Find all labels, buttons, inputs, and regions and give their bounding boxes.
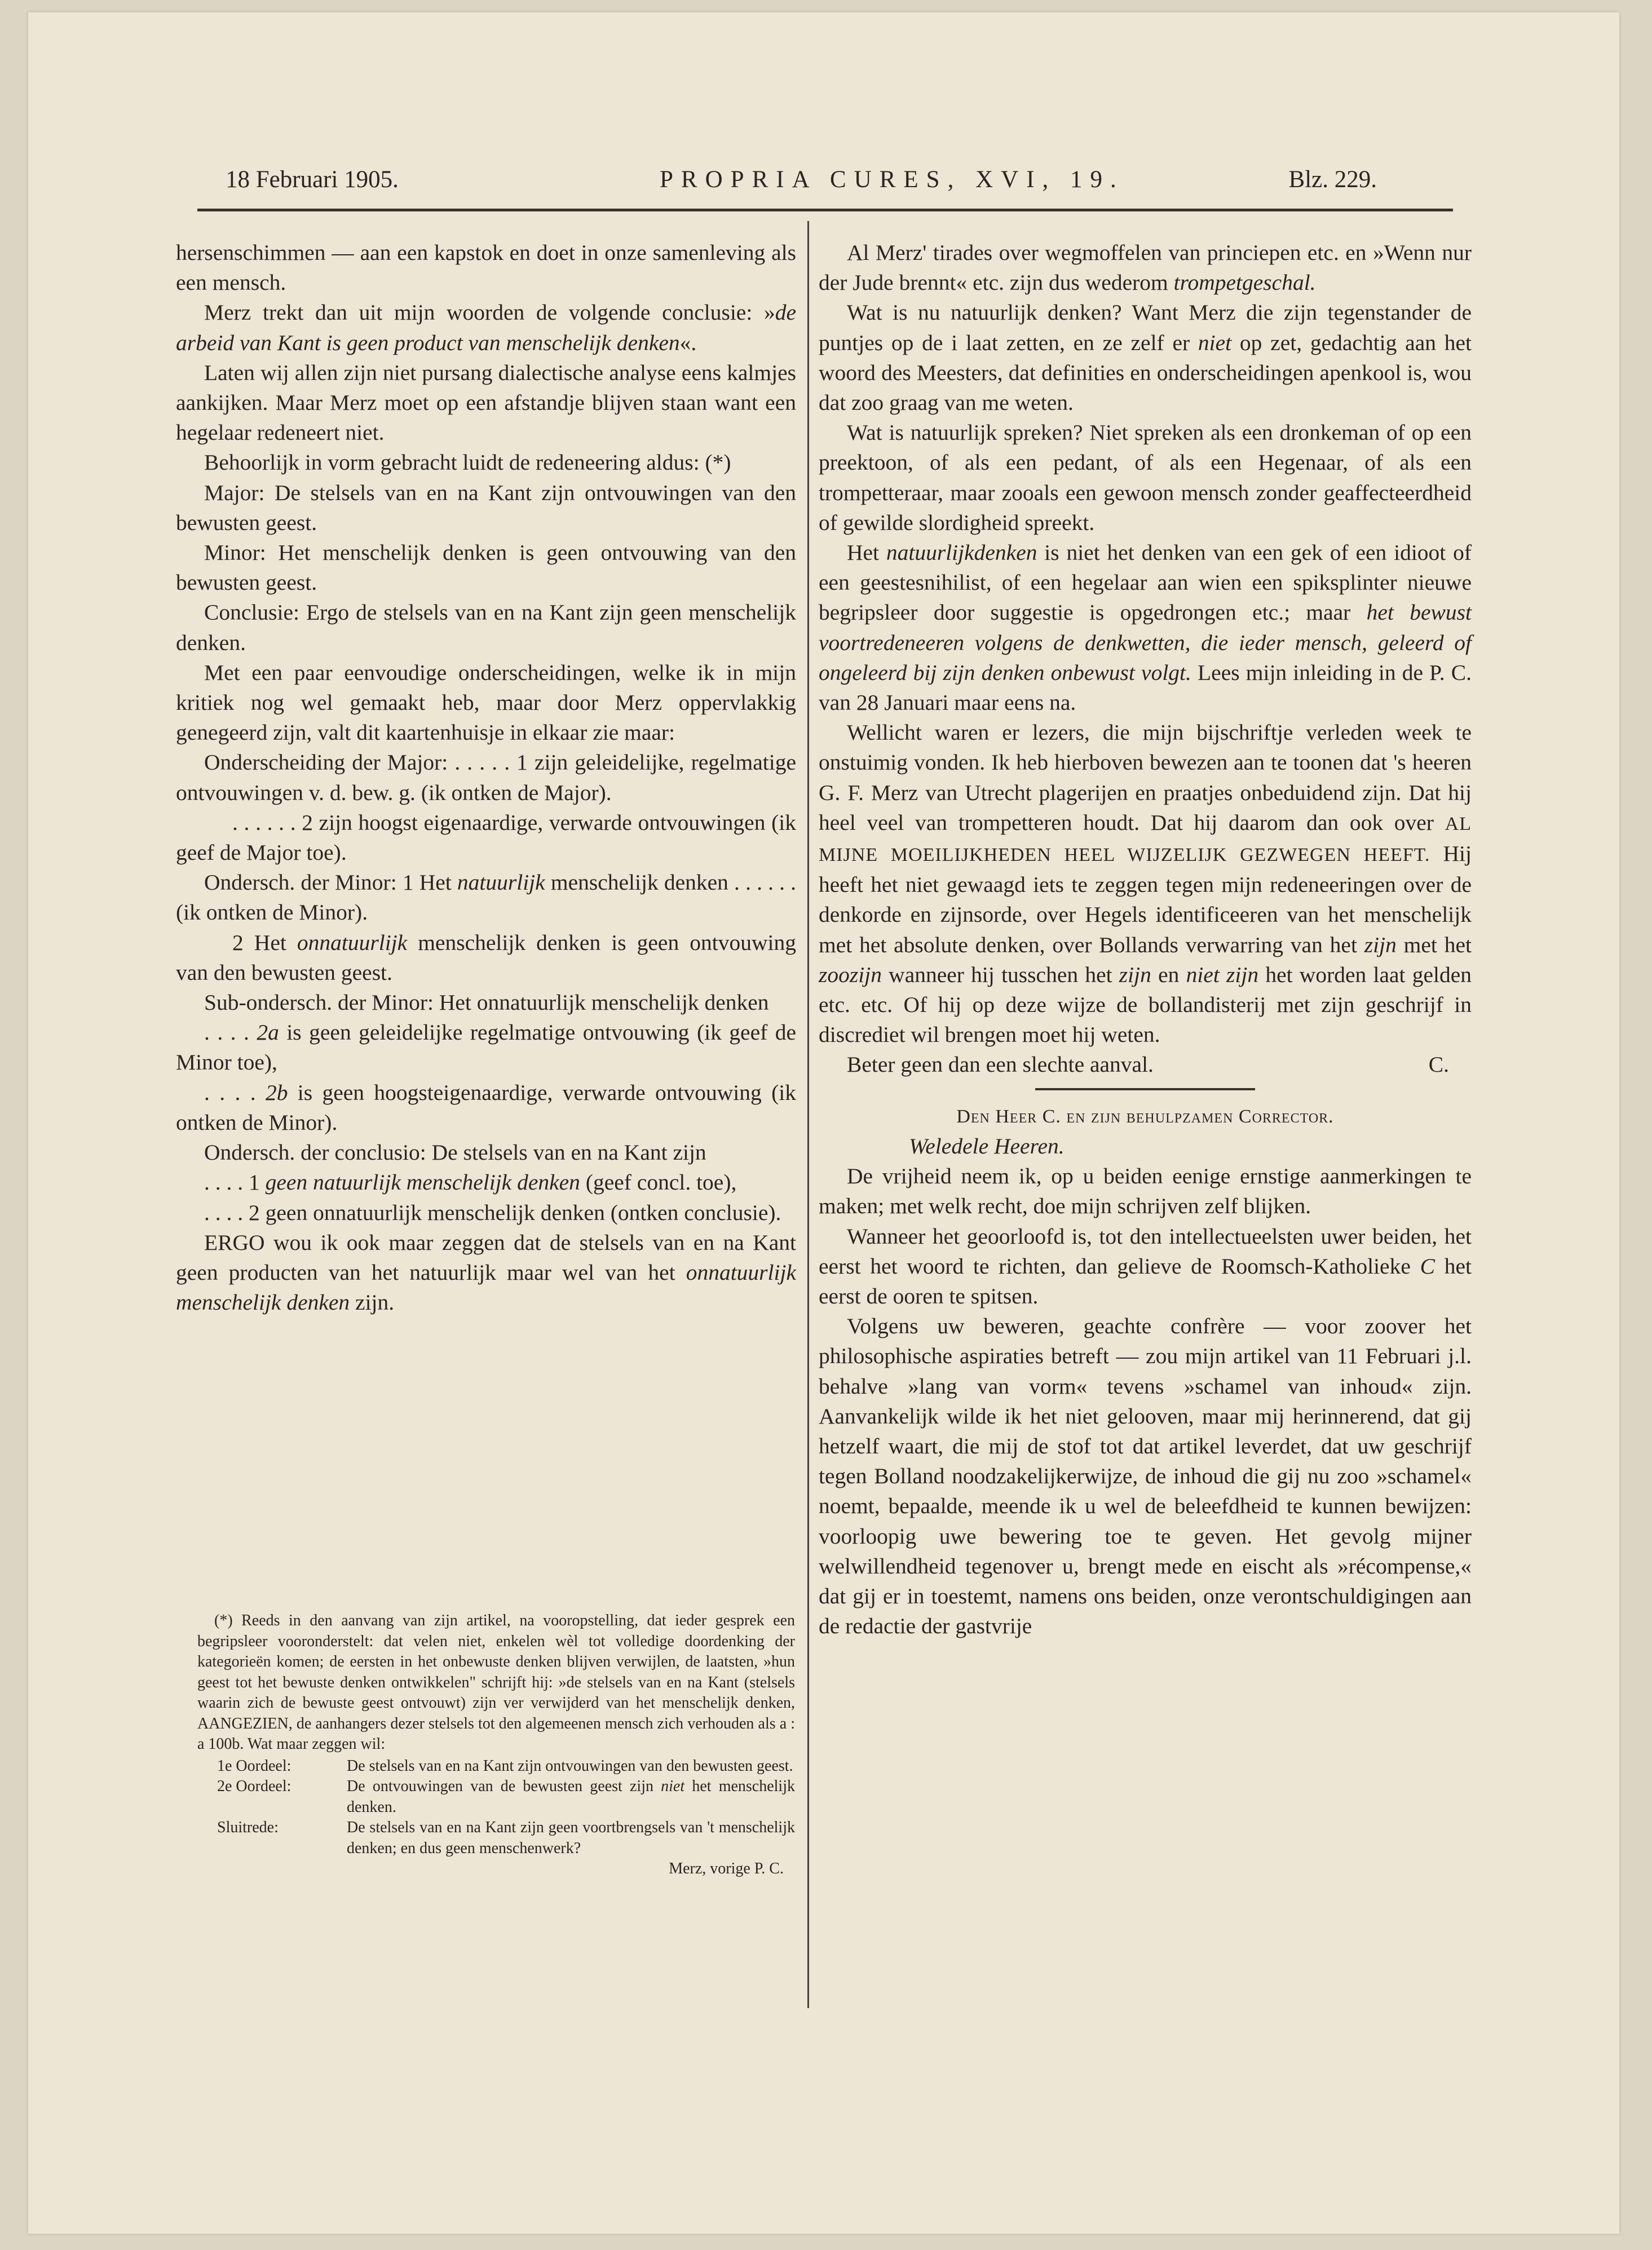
footnote-signature: Merz, vorige P. C. (669, 1860, 784, 1877)
paragraph: . . . . 2 geen onnatuurlijk menschelijk denken (ontken conclusie). (204, 1200, 781, 1225)
page-sheet (28, 12, 1619, 2234)
header-rule (197, 209, 1453, 211)
left-column (176, 238, 796, 1318)
paragraph: Beter geen dan een slechte aanval. C. (819, 1050, 1472, 1080)
paragraph: . . . . 1 geen natuurlijk menschelijk denken (geef concl. toe), (204, 1170, 737, 1195)
paragraph: 2 Het onnatuurlijk menschelijk denken is geen ontvouwing van den bewusten geest. (176, 930, 796, 985)
paragraph: Wat is natuurlijk spreken? Niet spreken als een dronkeman of op een preektoon, of als een pedant, of als een Hegenaar, of als een trompetteraar, maar zooals een gewoon mensch zonder geaffecteerdheid of gewilde slordigheid spreekt. (819, 420, 1472, 535)
header-page-number: Blz. 229. (1288, 166, 1377, 193)
footnote (197, 1611, 795, 1880)
letter-heading: Den Heer C. en zijn behulpzamen Corrector. (956, 1106, 1334, 1127)
row-label: 2e Oordeel: (217, 1778, 291, 1795)
paragraph: . . . . 2a is geen geleidelijke regelmatige ontvouwing (ik geef de Minor toe), (176, 1020, 796, 1075)
paragraph: Wanneer het geoorloofd is, tot den intellectueelsten uwer beiden, het eerst het woord te richten, dan gelieve de Roomsch-Katholieke C het eerst de ooren te spitsen. (819, 1223, 1472, 1309)
row-text: De stelsels van en na Kant zijn ontvouwingen van den bewusten geest. (347, 1757, 793, 1775)
paragraph: hersenschimmen — aan een kapstok en doet in onze samenleving als een mensch. (176, 240, 796, 295)
right-column (819, 238, 1472, 1641)
table-row (197, 1818, 795, 1859)
conclusion: Conclusie: Ergo de stelsels van en na Kant zijn geen menschelijk denken. (176, 600, 796, 655)
table-row (197, 1776, 795, 1818)
paragraph: ERGO wou ik ook maar zeggen dat de stelsels van en na Kant geen producten van het natuurlijk maar wel van het onnatuurlijk menschelijk denken zijn. (176, 1230, 796, 1315)
author-signature: C. (1428, 1052, 1449, 1077)
paragraph: De vrijheid neem ik, op u beiden eenige ernstige aanmerkingen te maken; met welk recht, doe mijn schrijven zelf blijken. (819, 1164, 1472, 1219)
paragraph: Wellicht waren er lezers, die mijn bijschriftje verleden week te onstuimig vonden. Ik heb hierboven bewezen aan te toonen dat 's heeren G. F. Merz van Utrecht plagerijen en praatjes onbeduidend zijn. Dat hij heel veel van trompetteren houdt. Dat hij daarom dan ook over AL MIJNE MOEILIJKHEDEN HEEL WIJZELIJK GEZWEGEN HEEFT. Hij heeft het niet gewaagd iets te zeggen tegen mijn redeneeringen over de denkorde en zijnsorde, over Hegels identificeeren van het menschelijk met het absolute denken, over Bollands verwarring van het zijn met het zoozijn wanneer hij tusschen het zijn en niet zijn het worden laat gelden etc. etc. Of hij op deze wijze de bollandisterij met zijn geschrijf in discrediet wil brengen moet hij weten. (819, 720, 1472, 1047)
paragraph: Onderscheiding der Major: . . . . . 1 zijn geleidelijke, regelmatige ontvouwingen v. d. bew. g. (ik ontken de Major). (176, 750, 796, 805)
table-row (197, 1756, 795, 1777)
paragraph: Al Merz' tirades over wegmoffelen van princiepen etc. en »Wenn nur der Jude brennt« etc. zijn dus wederom trompetgeschal. (819, 240, 1472, 295)
paragraph: Met een paar eenvoudige onderscheidingen, welke ik in mijn kritiek nog wel gemaakt heb, maar door Merz oppervlakkig genegeerd zijn, valt dit kaartenhuisje in elkaar zie maar: (176, 660, 796, 745)
salutation: Weledele Heeren. (909, 1133, 1064, 1159)
minor-premise: Minor: Het menschelijk denken is geen ontvouwing van den bewusten geest. (176, 540, 796, 595)
running-header (226, 166, 1377, 200)
paragraph: . . . . . . 2 zijn hoogst eigenaardige, verwarde ontvouwingen (ik geef de Major toe). (176, 810, 796, 865)
paragraph: Wat is nu natuurlijk denken? Want Merz die zijn tegenstander de puntjes op de i laat zetten, en ze zelf er niet op zet, gedachtig aan het woord des Meesters, dat definities en onderscheidingen apenkool is, wou dat zoo graag van me weten. (819, 300, 1472, 415)
paragraph: Ondersch. der conclusio: De stelsels van en na Kant zijn (204, 1140, 706, 1165)
row-label: 1e Oordeel: (217, 1757, 291, 1775)
paragraph: . . . . 2b is geen hoogsteigenaardige, verwarde ontvouwing (ik ontken de Minor). (176, 1080, 797, 1135)
paragraph: Het natuurlijkdenken is niet het denken van een gek of een idioot of een geestesnihilist, of een hegelaar aan wien een spiksplinter nieuwe begripsleer door suggestie is opgedrongen etc.; maar het bewust voortredeneeren volgens de denkwetten, die ieder mensch, geleerd of ongeleerd bij zijn denken onbewust volgt. Lees mijn inleiding in de P. C. van 28 Januari maar eens na. (819, 540, 1472, 715)
paragraph: Merz trekt dan uit mijn woorden de volgende conclusie: »de arbeid van Kant is geen product van menschelijk denken«. (176, 300, 796, 355)
major-premise: Major: De stelsels van en na Kant zijn ontvouwingen van den bewusten geest. (176, 480, 796, 535)
footnote-text: (*) Reeds in den aanvang van zijn artikel, na vooropstelling, dat ieder gesprek een begripsleer vooronderstelt: dat velen niet, enkelen wèl tot volledige doordenking der kategorieën komen; de eersten in het onbewuste denken blijven verwijlen, de laatsten, »hun geest tot het bewuste denken ontwikkelen" schrijft hij: »de stelsels van en na Kant (stelsels waarin zich de bewuste geest ontvouwt) zijn ver verwijderd van het menschelijk denken, AANGEZIEN, de aanhangers dezer stelsels tot den algemeenen mensch zich verhouden als a : a 100b. Wat maar zeggen wil: (197, 1612, 795, 1753)
header-date: 18 Februari 1905. (226, 166, 399, 193)
row-text: De stelsels van en na Kant zijn geen voortbrengsels van 't menschelijk denken; en dus geen menschenwerk? (347, 1819, 795, 1857)
row-label: Sluitrede: (217, 1819, 279, 1836)
footnote-syllogism (197, 1756, 795, 1859)
section-rule (1035, 1088, 1255, 1090)
header-title: PROPRIA CURES, XVI, 19. (660, 166, 1124, 193)
paragraph: Sub-ondersch. der Minor: Het onnatuurlijk menschelijk denken (204, 990, 769, 1015)
row-text: De ontvouwingen van de bewusten geest zijn niet het menschelijk denken. (347, 1778, 795, 1816)
paragraph: Behoorlijk in vorm gebracht luidt de redeneering aldus: (*) (204, 450, 731, 475)
paragraph: Ondersch. der Minor: 1 Het natuurlijk menschelijk denken . . . . . . (ik ontken de Minor). (176, 870, 796, 925)
paragraph: Laten wij allen zijn niet pursang dialectische analyse eens kalmjes aankijken. Maar Merz moet op een afstandje blijven staan want een hegelaar redeneert niet. (176, 360, 796, 445)
column-divider (807, 221, 809, 2008)
paragraph: Volgens uw beweren, geachte confrère — voor zoover het philosophische aspiraties betreft — zou mijn artikel van 11 Februari j.l. behalve »lang van vorm« tevens »schamel van inhoud« zijn. Aanvankelijk wilde ik het niet gelooven, maar mij herinnerend, dat gij hetzelf waart, die mij de stof tot dat artikel leverdet, dat uw geschrijf tegen Bolland noodzakelijkerwijze, de inhoud die gij nu zoo »schamel« noemt, bepaalde, meende ik u wel de beleefdheid te kunnen bewijzen: voorloopig uwe bewering toe te geven. Het gevolg mijner welwillendheid tegenover u, brengt mede en eischt als »récompense,« dat gij er in toestemt, namens ons beiden, onze verontschuldigingen aan de redactie der gastvrije (819, 1314, 1472, 1639)
